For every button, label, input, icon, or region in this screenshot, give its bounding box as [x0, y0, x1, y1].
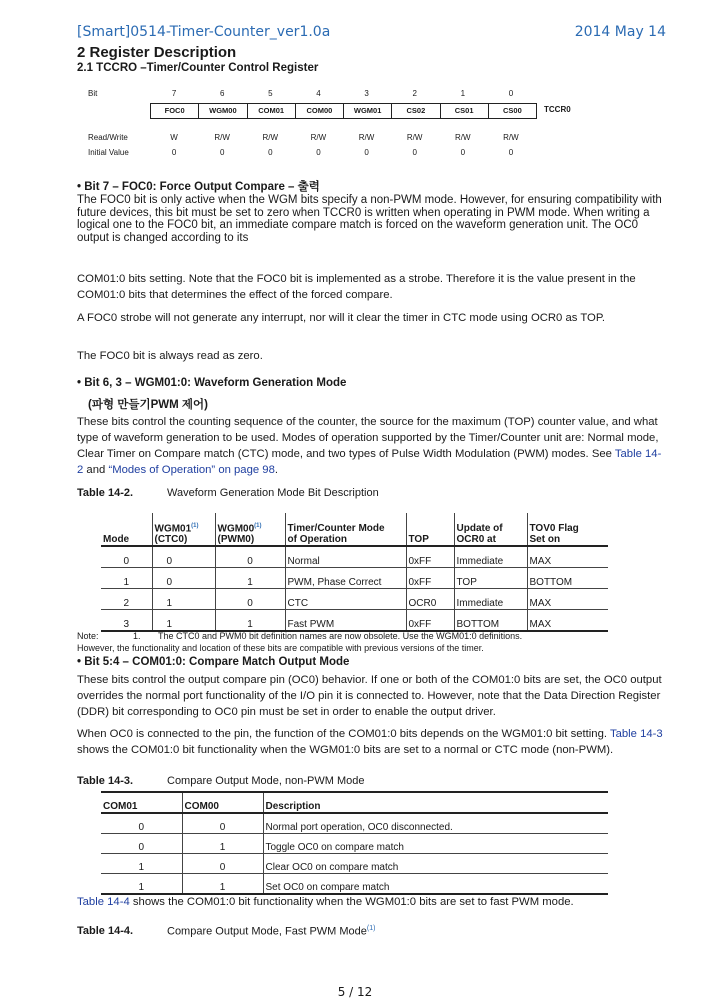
cell: Set OC0 on compare match	[263, 874, 608, 895]
bit63-paragraph	[77, 414, 667, 478]
init-value: 0	[316, 148, 321, 157]
init-value: 0	[508, 148, 514, 157]
header-com00: COM00	[182, 792, 263, 813]
table-14-3-label: Table 14-3.	[77, 775, 134, 787]
header-mode: Mode	[101, 513, 152, 546]
compare-output-table	[101, 791, 608, 895]
bit7-paragraph-4: The FOC0 bit is always read as zero.	[77, 350, 263, 362]
after-table-text: shows the COM01:0 bit functionality when the WGM01:0 bits are set to fast PWM mode.	[129, 896, 574, 908]
rw-value: W	[170, 133, 178, 142]
table-row	[101, 854, 608, 874]
initial-value-label: Initial Value	[88, 148, 129, 157]
cell: 1	[101, 874, 182, 895]
waveform-mode-table	[101, 513, 608, 632]
register-field: WGM01	[344, 104, 392, 118]
table-14-3-caption: Compare Output Mode, non-PWM Mode	[167, 775, 365, 787]
bit63-heading: • Bit 6, 3 – WGM01:0: Waveform Generation Mode	[77, 377, 347, 389]
rw-value: R/W	[310, 133, 327, 142]
bit63-text: These bits control the counting sequence of the counter, the source for the maximum (TOP) counter value, and what type of waveform generation to be used. Modes of operation supported by the Timer/Counter unit are: Normal mode, Clear Timer on Compare match (CTC) mode, and two types of Pulse Width Modulation (PWM) modes. See	[77, 416, 659, 460]
read-write-row	[150, 133, 535, 142]
table-14-4-link[interactable]: Table 14-4	[77, 896, 130, 908]
table-14-3-link[interactable]: Table 14-3	[609, 728, 663, 740]
register-fields-box	[150, 103, 537, 119]
bit-label: Bit	[88, 89, 98, 98]
cell: 0	[182, 854, 263, 874]
read-write-label: Read/Write	[88, 133, 128, 142]
bit54-heading: • Bit 5:4 – COM01:0: Compare Match Output Mode	[77, 656, 350, 668]
bit7-paragraph-2: COM01:0 bits setting. Note that the FOC0 bit is implemented as a strobe. Therefore it is the value present in the COM01:0 bits that determines the effect of the forced compare.	[77, 273, 636, 301]
cell: 1	[215, 610, 285, 632]
document-header-date: 2014 May 14	[574, 24, 666, 40]
document-header-title: [Smart]0514-Timer-Counter_ver1.0a	[77, 24, 331, 40]
cell: 0xFF	[406, 546, 454, 568]
cell: 3	[101, 610, 152, 632]
cell: 1	[101, 854, 182, 874]
bit63-end: .	[274, 464, 278, 476]
bit-number: 6	[219, 89, 225, 98]
cell: TOP	[454, 568, 527, 589]
bit54-paragraph-1: These bits control the output compare pin (OC0) behavior. If one or both of the COM01:0 bits are set, the OC0 output overrides the normal port functionality of the I/O pin it is connected to. However, note that the Data Direction Register (DDR) bit corresponding to OC0 pin must be set in order to enable the output driver.	[77, 674, 662, 718]
bit54-text-b: shows the COM01:0 bit functionality when the WGM01:0 bits are set to a normal or CTC mode (non-PWM).	[77, 744, 614, 756]
table-row	[101, 610, 608, 632]
cell: Normal port operation, OC0 disconnected.	[263, 813, 608, 834]
rw-value: R/W	[262, 133, 279, 142]
cell: Fast PWM	[285, 610, 406, 632]
rw-value: R/W	[455, 133, 471, 142]
cell: Immediate	[454, 589, 527, 610]
bit7-heading: • Bit 7 – FOC0: Force Output Compare – 출력	[77, 181, 320, 193]
table-row	[101, 874, 608, 895]
table-note-label: Note:	[77, 631, 99, 641]
cell: Toggle OC0 on compare match	[263, 834, 608, 854]
after-table-paragraph	[77, 894, 597, 910]
bit7-paragraph-1: The FOC0 bit is only active when the WGM bits specify a non-PWM mode. However, for ensuring compatibility with future devices, this bit must be set to zero when TCCR0 is written when operating in PWM mode. When writing a logical one to the FOC0 bit, an immediate compare match is forced on the waveform generation unit. The OC0 output is changed according to its	[77, 194, 662, 244]
init-value: 0	[460, 148, 466, 157]
cell: MAX	[527, 610, 608, 632]
cell: 0xFF	[406, 568, 454, 589]
register-field: COM01	[248, 104, 296, 118]
rw-value: R/W	[406, 133, 423, 142]
rw-value: R/W	[503, 133, 519, 142]
cell: 1	[101, 568, 152, 589]
initial-value-row	[150, 148, 535, 157]
table-14-2-caption: Waveform Generation Mode Bit Description	[167, 487, 379, 499]
cell: Immediate	[454, 546, 527, 568]
cell: 0	[182, 813, 263, 834]
header-tov0-flag: TOV0 Flag Set on	[527, 513, 608, 546]
cell: MAX	[527, 589, 608, 610]
init-value: 0	[412, 148, 417, 157]
bit-number: 0	[508, 89, 514, 98]
register-field: CS01	[441, 104, 489, 118]
bit-number: 7	[171, 89, 177, 98]
cell: 1	[215, 568, 285, 589]
section-subtitle: 2.1 TCCRO –Timer/Counter Control Register	[77, 62, 319, 74]
table-14-4-caption: Compare Output Mode, Fast PWM Mode$^{(1)}$	[167, 925, 376, 938]
bit-number: 2	[412, 89, 417, 98]
cell: MAX	[527, 546, 608, 568]
table-header-row	[101, 792, 608, 813]
header-wgm01: WGM01$^{(1)}$ (CTC0)	[152, 513, 215, 546]
cell: 1	[152, 589, 215, 610]
cell: Clear OC0 on compare match	[263, 854, 608, 874]
header-mode-of-operation: Timer/Counter Mode of Operation	[285, 513, 406, 546]
rw-value: R/W	[214, 133, 230, 142]
init-value: 0	[268, 148, 273, 157]
register-field: COM00	[296, 104, 344, 118]
bit54-paragraph-2	[77, 726, 667, 758]
bit-number: 1	[460, 89, 466, 98]
bit63-mid: and	[83, 464, 109, 476]
table-14-4-label: Table 14-4.	[77, 925, 134, 937]
register-field: FOC0	[151, 104, 199, 118]
register-name: TCCR0	[544, 105, 571, 114]
cell: 2	[101, 589, 152, 610]
bit-number: 4	[316, 89, 321, 98]
cell: 0	[152, 568, 215, 589]
table-row	[101, 546, 608, 568]
cell: CTC	[285, 589, 406, 610]
cell: BOTTOM	[527, 568, 608, 589]
bit63-subheading: (파형 만들기PWM 제어)	[88, 399, 208, 411]
bit54-text: When OC0 is connected to the pin, the function of the COM01:0 bits depends on the WGM01:0 bit setting.	[77, 728, 607, 740]
cell: PWM, Phase Correct	[285, 568, 406, 589]
cell: 0xFF	[406, 610, 454, 632]
bit-numbers-row	[150, 89, 535, 98]
rw-value: R/W	[358, 133, 375, 142]
cell: 0	[101, 546, 152, 568]
header-top: TOP	[406, 513, 454, 546]
cell: 1	[182, 834, 263, 854]
init-value: 0	[219, 148, 225, 157]
table-row	[101, 834, 608, 854]
init-value: 0	[364, 148, 369, 157]
table-row	[101, 813, 608, 834]
bit7-paragraph-3: A FOC0 strobe will not generate any interrupt, nor will it clear the timer in CTC mode using OCR0 as TOP.	[77, 312, 606, 324]
table-note-2: However, the functionality and location of these bits are compatible with previous versions of the timer.	[77, 643, 484, 653]
header-com01: COM01	[101, 792, 182, 813]
header-description: Description	[263, 792, 608, 813]
header-update-ocr0: Update of OCR0 at	[454, 513, 527, 546]
bit-number: 3	[364, 89, 369, 98]
cell: 0	[215, 546, 285, 568]
cell: 1	[182, 874, 263, 895]
register-field: CS00	[502, 106, 522, 115]
table-14-2-link[interactable]: Table 14-2	[77, 448, 662, 476]
cell: 0	[101, 834, 182, 854]
table-row	[101, 568, 608, 589]
table-header-row	[101, 513, 608, 546]
table-14-2-label: Table 14-2.	[77, 487, 134, 499]
cell: 0	[152, 546, 215, 568]
register-field: CS02	[392, 104, 440, 118]
register-field: WGM00	[199, 104, 247, 118]
cell: Normal	[285, 546, 406, 568]
modes-of-operation-link[interactable]: “Modes of Operation” on page 98	[108, 464, 275, 476]
table-note-number: 1.	[133, 631, 141, 641]
init-value: 0	[171, 148, 177, 157]
header-wgm00: WGM00$^{(1)}$ (PWM0)	[215, 513, 285, 546]
table-note-1: The CTC0 and PWM0 bit definition names are now obsolete. Use the WGM01:0 definitions.	[158, 631, 523, 641]
page-number: 5 / 12	[337, 985, 373, 999]
cell: OCR0	[406, 589, 454, 610]
cell: 0	[215, 589, 285, 610]
bit-number: 5	[268, 89, 273, 98]
table-row	[101, 589, 608, 610]
cell: BOTTOM	[454, 610, 527, 632]
section-title: 2 Register Description	[77, 44, 237, 61]
cell: 1	[152, 610, 215, 632]
cell: 0	[101, 813, 182, 834]
